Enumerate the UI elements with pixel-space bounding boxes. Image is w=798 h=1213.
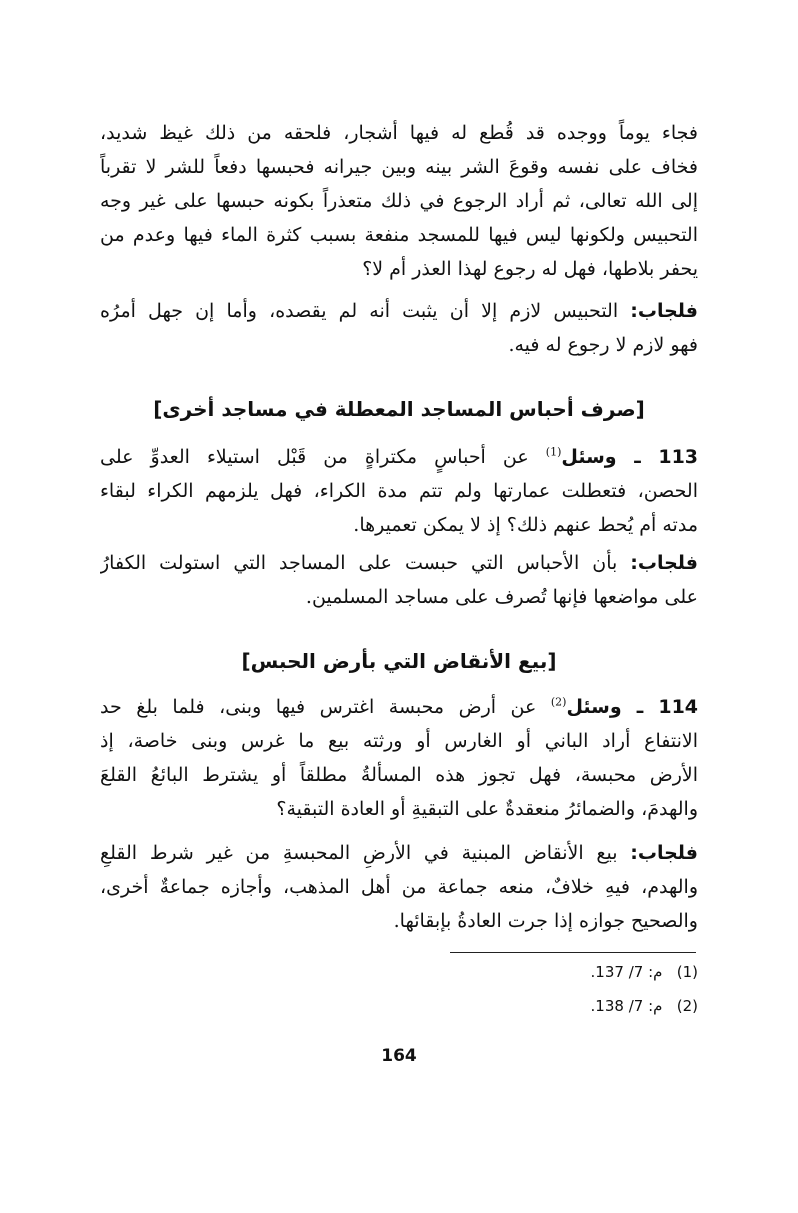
paragraph-1 [100, 116, 698, 286]
paragraph-1-line: فخاف على نفسه وقوعَ الشر بينه وبين جيرانه فحبسها دفعاً للشر لا تقرباً [100, 156, 698, 178]
paragraph-1-line: إلى الله تعالى، ثم أراد الرجوع في ذلك متعذراً بكونه حبسها على غير وجه [100, 190, 698, 212]
footnote-ref: (2) [550, 695, 567, 709]
question-114-text: عن أرض محبسة اغترس فيها وبنى، فلما بلغ حد [100, 696, 551, 718]
question-113-line [100, 440, 698, 474]
question-113-text: عن أحباسٍ مكتراةٍ من قَبْل استيلاء العدوِّ على [100, 446, 546, 468]
question-113-line: مدته أم يُحط عنهم ذلك؟ إذ لا يمكن تعميرها. [353, 514, 698, 536]
question-113 [100, 440, 698, 542]
answer-1-text: التحبيس لازم إلا أن يثبت أنه لم يقصده، وأما إن جهل أمرُه [100, 300, 631, 322]
question-114-line: الانتفاع أراد الباني أو الغارس أو ورثته بيع ما غرس وبنى خاصة، إذ [100, 730, 698, 752]
footnote-divider [450, 952, 696, 953]
question-114 [100, 690, 698, 826]
answer-label: فلجاب: [630, 552, 698, 574]
footnote [398, 962, 698, 982]
footnote-text: م: 7/ 138. [590, 997, 663, 1015]
question-113-line: الحصن، فتعطلت عمارتها ولم تتم مدة الكراء، فهل يلزمهم الكراء لبقاء [100, 480, 698, 502]
answer-114-text: بيع الأنقاض المبنية في الأرضِ المحبسةِ من غير شرط القلعِ [100, 842, 631, 864]
answer-114-line: والصحيح جوازه إذا جرت العادةُ بإبقائها. [393, 910, 698, 932]
section-heading: [صرف أحباس المساجد المعطلة في مساجد أخرى] [153, 397, 645, 421]
question-114-line: الأرض محبسة، فهل تجوز هذه المسألةُ مطلقاً أو يشترط البائعُ القلعَ [100, 764, 698, 786]
answer-1-line [100, 294, 698, 328]
answer-113-text: بأن الأحباس التي حبست على المساجد التي استولت الكفارُ [100, 552, 631, 574]
question-label: 114 ـ وسئل [566, 696, 698, 718]
page-number: 164 [381, 1046, 417, 1066]
answer-label: فلجاب: [630, 300, 698, 322]
answer-114-line: والهدم، فيهِ خلافٌ، منعه جماعة من أهل المذهب، وأجازه جماعةٌ أخرى، [100, 876, 698, 898]
answer-1 [100, 294, 698, 362]
paragraph-1-line: يحفر بلاطها، فهل له رجوع لهذا العذر أم لا؟ [362, 258, 698, 280]
question-label: 113 ـ وسئل [561, 446, 698, 468]
footnote-ref: (1) [545, 445, 562, 459]
paragraph-1-line: فجاء يوماً ووجده قد قُطع له فيها أشجار، فلحقه من ذلك غيظ شديد، [100, 122, 698, 144]
footnote-text: م: 7/ 137. [590, 963, 663, 981]
section-heading: [بيع الأنقاض التي بأرض الحبس] [241, 649, 557, 673]
answer-114-line [100, 836, 698, 870]
answer-114 [100, 836, 698, 938]
answer-1-line: فهو لازم لا رجوع له فيه. [508, 334, 698, 356]
answer-label: فلجاب: [630, 842, 698, 864]
paragraph-1-line: التحبيس ولكونها ليس فيها للمسجد منفعة بسبب كثرة الماء فيها وعدم من [100, 224, 698, 246]
footnote-number: (1) [676, 963, 698, 981]
footnote-number: (2) [676, 997, 698, 1015]
answer-113-line [100, 546, 698, 580]
answer-113 [100, 546, 698, 614]
question-114-line: والهدمَ، والضمائرُ منعقدةٌ على التبقيةِ أو العادة التبقية؟ [276, 798, 698, 820]
question-114-line [100, 690, 698, 724]
footnote [398, 996, 698, 1016]
answer-113-line: على مواضعها فإنها تُصرف على مساجد المسلمين. [305, 586, 698, 608]
